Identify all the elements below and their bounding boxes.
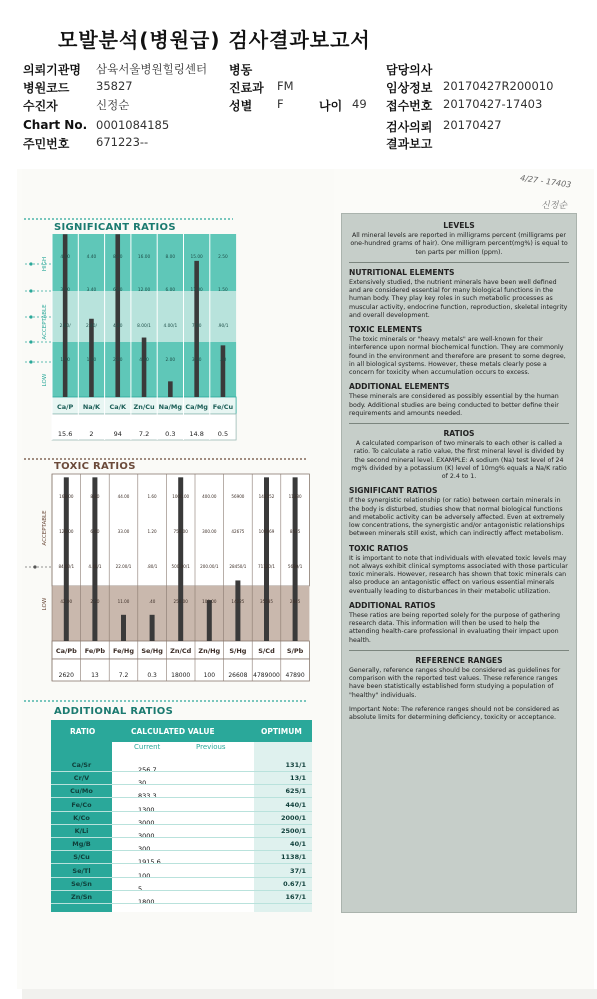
significant-value-label: 0.3 — [165, 430, 176, 438]
toxic-tick-label: 1000.00 — [172, 494, 190, 499]
toxic-category-label: Fe/Hg — [112, 647, 135, 655]
panel-section-body: These ratios are being reported solely for the purpose of gathering research data. This information will then be used to help the attending health-care professional in evaluating their impact upon health. — [349, 611, 560, 644]
significant-category-label: Na/Mg — [158, 403, 183, 411]
additional-ratio-optimum: 131/1 — [285, 761, 306, 769]
subheader-previous: Previous — [196, 743, 226, 751]
toxic-tick-label: 300.00 — [202, 529, 217, 534]
additional-ratio-current: 1300 — [138, 805, 155, 814]
additional-ratio-name: Cr/V — [73, 774, 90, 783]
toxic-tick-label: 6.60 — [90, 529, 100, 534]
toxic-value-label: 4789000 — [253, 672, 280, 679]
significant-tick-label: 3.00 — [60, 288, 70, 293]
toxic-bar-zn-cd — [178, 477, 183, 641]
header-label-ward: 병동 — [229, 63, 253, 77]
report-title: 모발분석(병원급) 검사결과보고서 — [58, 28, 371, 52]
header-value-department: FM — [277, 79, 294, 93]
significant-tick-label: 3.00 — [191, 358, 202, 363]
header-label-hospital-code: 병원코드 — [23, 81, 70, 95]
toxic-tick-label: 142352 — [258, 494, 275, 499]
toxic-zone-label: ACCEPTABLE — [42, 510, 48, 546]
additional-ratio-name: Mg/B — [72, 840, 91, 849]
panel-section-body: It is important to note that individuals with elevated toxic levels may not always exhibit clinical symptoms associated with those particular toxic minerals. However, research has shown that toxic minerals can also produce an antagonistic effect on various essential minerals eventually leading to disturbances in their metabolic utilization. — [349, 554, 568, 595]
significant-tick-label: 1.40 — [86, 358, 97, 363]
header-value-receipt-no: 20170427-17403 — [443, 97, 543, 111]
additional-ratio-optimum: 37/1 — [290, 866, 306, 875]
toxic-tick-label: 84.00/1 — [58, 564, 75, 569]
panel-section-body: A calculated comparison of two minerals to each other is called a ratio. To calculate a ratio value, the first mineral level is divided by the second mineral level. EXAMPLE: A sodium (Na) test level of 24 mg% divided by a potassium (K) level of 10mg% equals a Na/K ratio of 2.4 to 1. — [351, 440, 567, 481]
toxic-tick-label: 750.00 — [173, 529, 188, 534]
significant-value-label: 2 — [89, 430, 94, 438]
toxic-category-label: Zn/Hg — [198, 647, 221, 655]
header-label-sex: 성별 — [229, 99, 253, 113]
handwritten-initials: 신정순 — [541, 201, 568, 211]
toxic-tick-label: 28450/1 — [229, 564, 247, 569]
significant-zone-label: HIGH — [42, 256, 48, 272]
panel-section-title: TOXIC ELEMENTS — [349, 325, 423, 335]
header-label-request-date: 검사의뢰 — [386, 120, 433, 134]
scan-bottom-edge — [22, 989, 597, 999]
additional-ratios-header-row — [51, 720, 312, 742]
significant-category-label: Ca/K — [109, 403, 127, 411]
significant-tick-label: 15.00 — [190, 255, 203, 260]
panel-divider — [349, 650, 569, 651]
significant-tick-label: 6.20 — [112, 288, 123, 293]
toxic-value-label: 47890 — [285, 672, 305, 679]
toxic-tick-label: 44.00 — [117, 494, 130, 499]
header-label-doctor: 담당의사 — [386, 63, 433, 77]
panel-section-body: These minerals are considered as possibly essential by the human body. Additional studies are being conducted to better define their requirements and amounts needed. — [349, 393, 559, 417]
significant-bar-na-mg — [168, 381, 173, 397]
significant-tick-label: 4.40 — [86, 255, 97, 260]
panel-divider — [349, 262, 569, 263]
additional-ratio-name: Se/Tl — [72, 866, 91, 875]
additional-ratio-name: Cu/Mo — [70, 787, 93, 796]
header-label-department: 진료과 — [229, 81, 264, 95]
toxic-bar-fe-pb — [92, 477, 97, 641]
significant-tick-label: 8.00/1 — [137, 324, 151, 329]
significant-value-label: 94 — [113, 430, 122, 438]
significant-bar-fe-cu — [221, 345, 226, 397]
significant-tick-label: 2.20 — [112, 358, 123, 363]
additional-ratio-name: Fe/Co — [71, 800, 92, 809]
panel-section-title: NUTRITIONAL ELEMENTS — [349, 267, 455, 277]
panel-section-body: Extensively studied, the nutrient minerals have been well defined and are considered essential for many biological functions in the human body. They play key roles in such metabolic processes as muscular activity, endocrine function, reproduction, skeletal integrity and overall development. — [349, 279, 568, 319]
panel-section-title: TOXIC RATIOS — [349, 543, 409, 553]
toxic-bar-ca-pb — [64, 477, 69, 641]
toxic-tick-label: 8535 — [289, 529, 301, 534]
significant-scale-dot — [29, 360, 32, 363]
toxic-tick-label: 168.00 — [59, 494, 74, 499]
toxic-ratios-heading: TOXIC RATIOS — [54, 461, 136, 472]
toxic-zone-label: LOW — [42, 597, 48, 611]
toxic-value-label: 7.2 — [118, 672, 129, 679]
header-label-institution: 의뢰기관명 — [23, 63, 81, 77]
toxic-tick-label: 1.20 — [147, 529, 157, 534]
significant-tick-label: 4.20 — [112, 324, 123, 329]
toxic-value-label: 13 — [91, 672, 99, 679]
additional-ratio-optimum: 625/1 — [285, 787, 306, 796]
significant-value-label: 0.5 — [217, 430, 229, 438]
header-value-institution: 삼육서울병원힐링센터 — [96, 62, 208, 76]
additional-ratio-optimum: 13/1 — [290, 774, 306, 783]
significant-tick-label: 3.40 — [86, 288, 97, 293]
toxic-tick-label: 42.00 — [60, 599, 73, 604]
significant-tick-label: 1.60 — [60, 358, 70, 363]
header-label-resident-no: 주민번호 — [23, 137, 70, 151]
significant-tick-label: 6.00 — [165, 288, 176, 293]
calculated-column-band — [112, 742, 254, 912]
additional-ratio-name: Zn/Sn — [70, 893, 93, 901]
additional-ratio-name: K/Co — [73, 813, 90, 822]
significant-tick-label: 2.50 — [218, 255, 228, 260]
toxic-tick-label: .80/1 — [146, 564, 158, 569]
panel-section-title: LEVELS — [443, 221, 475, 230]
toxic-category-label: Se/Hg — [141, 647, 163, 655]
significant-tick-label: 7.00 — [191, 324, 202, 329]
additional-ratio-current: 1800 — [138, 898, 155, 906]
header-label-clinical-info: 임상정보 — [386, 81, 433, 95]
header-label-patient: 수진자 — [23, 99, 58, 113]
significant-tick-label: 8.20 — [112, 255, 123, 260]
toxic-tick-label: 42675 — [231, 529, 245, 534]
toxic-tick-label: 14225 — [231, 599, 245, 604]
additional-ratio-name: K/Li — [74, 827, 89, 835]
significant-category-label: Zn/Cu — [133, 403, 155, 411]
toxic-tick-label: 2845 — [289, 599, 301, 604]
handwritten-note: 4/27 - 17403 — [519, 173, 572, 190]
additional-ratio-rule — [51, 850, 312, 851]
significant-bar-zn-cu — [142, 338, 147, 397]
additional-ratio-optimum: 440/1 — [285, 800, 306, 809]
additional-ratio-current: 1915.6 — [138, 858, 161, 867]
additional-ratio-rule — [51, 890, 312, 891]
additional-ratio-current: 300 — [138, 845, 151, 854]
significant-tick-label: 12.00 — [137, 288, 151, 293]
significant-category-label: Ca/Mg — [185, 403, 208, 411]
significant-value-label: 14.8 — [189, 430, 204, 438]
additional-ratio-rule — [51, 811, 312, 812]
additional-ratio-rule — [51, 771, 312, 772]
significant-category-label: Fe/Cu — [212, 403, 234, 411]
significant-tick-label: 11.00 — [190, 288, 203, 293]
additional-ratio-name: S/Cu — [73, 853, 90, 862]
toxic-tick-label: 100.00 — [202, 599, 217, 604]
significant-tick-label: 8.00 — [165, 255, 176, 260]
header-label-receipt-no: 접수번호 — [386, 99, 433, 113]
header-value-request-date: 20170427 — [443, 118, 502, 132]
significant-tick-label: 1.50 — [218, 288, 228, 293]
toxic-tick-label: 2.20 — [90, 599, 100, 604]
toxic-bar-s-pb — [293, 477, 298, 641]
significant-high-band — [52, 234, 236, 291]
toxic-value-label: 18000 — [171, 672, 191, 679]
panel-section-body: The toxic minerals or "heavy metals" are well-known for their interference upon normal biochemical function. They are commonly found in the environment and therefore are present to some degree, in all biological systems. However, these metals clearly pose a concern for toxicity when accumulation occurs to excess. — [349, 336, 566, 377]
additional-ratio-rule — [51, 877, 312, 878]
header-value-hospital-code: 35827 — [96, 79, 133, 93]
toxic-tick-label: 200.00/1 — [200, 564, 219, 569]
panel-section-title: SIGNIFICANT RATIOS — [349, 486, 438, 496]
header-label-age: 나이 — [319, 99, 343, 113]
toxic-value-label: 26608 — [228, 672, 248, 679]
additional-ratio-current: 3000 — [138, 818, 155, 827]
toxic-tick-label: .40 — [148, 599, 156, 604]
panel-section-body: Important Note: The reference ranges should not be considered as absolute limits for determining deficiency, toxicity or acceptance. — [349, 705, 560, 721]
toxic-tick-label: 1.60 — [147, 494, 157, 499]
panel-section-title: ADDITIONAL RATIOS — [349, 600, 436, 610]
significant-tick-label: 4.00/1 — [163, 324, 178, 329]
additional-ratio-current: 5 — [138, 884, 143, 893]
significant-tick-label: .90/1 — [217, 324, 229, 329]
significant-tick-label: 2.60/ — [59, 324, 71, 329]
significant-tick-label: 2.40/ — [85, 324, 97, 329]
significant-tick-label: 2.00 — [165, 358, 176, 363]
toxic-tick-label: 4.40/1 — [88, 564, 102, 569]
toxic-bar-fe-hg — [121, 615, 126, 641]
toxic-bar-s-hg — [235, 580, 240, 641]
toxic-category-label: S/Cd — [258, 647, 275, 655]
header-value-sex: F — [277, 97, 284, 111]
panel-section-title: ADDITIONAL ELEMENTS — [349, 382, 450, 392]
toxic-value-label: 100 — [203, 672, 216, 679]
toxic-tick-label: 250.00 — [173, 599, 188, 604]
toxic-tick-label: 33.00 — [117, 529, 130, 534]
toxic-value-label: 2620 — [58, 672, 74, 679]
additional-ratio-current: 30 — [138, 779, 147, 788]
explanation-panel — [341, 213, 577, 913]
additional-ratio-optimum: 40/1 — [290, 840, 306, 849]
toxic-tick-label: 11380 — [288, 494, 302, 499]
toxic-category-label: Fe/Pb — [84, 647, 106, 655]
significant-scale-dot — [29, 262, 32, 265]
additional-ratio-current: 256.7 — [138, 766, 157, 774]
additional-ratio-optimum: 2500/1 — [281, 827, 306, 835]
significant-ratios-heading: SIGNIFICANT RATIOS — [54, 222, 176, 233]
significant-scale-dot — [29, 340, 32, 343]
header-label-report-date: 결과보고 — [386, 137, 433, 151]
toxic-tick-label: 500.00/1 — [171, 564, 190, 569]
additional-ratios-table — [51, 720, 312, 912]
header-value-age: 49 — [352, 97, 367, 111]
significant-zone-label: ACCEPTABLE — [42, 304, 48, 340]
additional-ratio-current: 3000 — [138, 832, 155, 840]
header-value-resident-no: 671223-- — [96, 135, 149, 149]
additional-ratio-optimum: 1138/1 — [281, 853, 306, 862]
significant-scale-dot — [29, 289, 32, 292]
significant-tick-label: 4.00 — [139, 358, 149, 363]
significant-tick-label: 4.00 — [60, 255, 70, 260]
toxic-tick-label: 22.00/1 — [115, 564, 132, 569]
additional-ratio-rule — [51, 837, 312, 838]
additional-ratio-optimum: 167/1 — [285, 893, 306, 901]
significant-value-label: 7.2 — [138, 430, 150, 438]
additional-ratio-name: Se/Sn — [71, 879, 92, 888]
col-header-ratio: RATIO — [70, 727, 96, 736]
toxic-tick-label: 35585 — [259, 599, 274, 604]
panel-section-title: RATIOS — [443, 429, 475, 439]
additional-ratio-rule — [51, 784, 312, 785]
additional-ratios-heading: ADDITIONAL RATIOS — [54, 706, 174, 717]
significant-scale-dot — [29, 315, 32, 318]
col-header-calculated: CALCULATED VALUE — [131, 727, 215, 736]
significant-category-label: Na/K — [82, 403, 101, 411]
panel-section-body: All mineral levels are reported in milligrams percent (milligrams per one-hundred grams of hair). One milligram percent(mg%) is equal to ten parts per million (ppm). — [350, 232, 568, 256]
header-value-chart-no: 0001084185 — [96, 118, 170, 132]
panel-section-body: If the synergistic relationship (or ratio) between certain minerals in the body is disturbed, studies show that normal biological functions and metabolic activity can be adversely affected. Even at extremely low concentrations, the synergistic and/or antagonistic relationships between minerals still exist, which can indirectly affect metabolism. — [349, 497, 565, 538]
subheader-current: Current — [134, 743, 161, 751]
additional-ratio-current: 833.3 — [138, 792, 157, 801]
toxic-bar-zn-hg — [207, 600, 212, 641]
additional-ratio-rule — [51, 824, 312, 825]
toxic-tick-label: 71120/1 — [257, 564, 276, 569]
additional-ratio-rule — [51, 863, 312, 864]
toxic-tick-label: 8.80 — [90, 494, 100, 499]
header-value-clinical-info: 20170427R200010 — [443, 79, 554, 93]
header-value-patient: 신정순 — [96, 98, 130, 112]
toxic-category-label: Zn/Cd — [170, 647, 192, 655]
panel-section-title: REFERENCE RANGES — [415, 655, 503, 665]
toxic-category-label: Ca/Pb — [55, 647, 77, 655]
significant-value-label: 15.6 — [57, 430, 73, 438]
additional-ratio-optimum: 0.67/1 — [283, 879, 306, 888]
additional-ratio-rule — [51, 797, 312, 798]
toxic-value-label: 0.3 — [147, 672, 157, 679]
toxic-category-label: S/Hg — [229, 647, 247, 655]
toxic-tick-label: 11.00 — [117, 599, 130, 604]
additional-ratio-name: Ca/Sr — [71, 761, 92, 769]
toxic-bar-s-cd — [264, 477, 269, 641]
panel-section-body: Generally, reference ranges should be considered as guidelines for comparison with the reported test values. These reference ranges have been statistically established form studying a population of "healthy" individuals. — [349, 666, 561, 699]
toxic-tick-label: 56900 — [231, 494, 245, 499]
toxic-tick-label: 106669 — [258, 529, 275, 534]
significant-zone-label: LOW — [42, 373, 48, 387]
toxic-tick-label: 400.00 — [202, 494, 217, 499]
toxic-tick-label: 126.00 — [59, 529, 74, 534]
significant-tick-label: .30 — [219, 358, 227, 363]
additional-ratio-optimum: 2000/1 — [281, 813, 306, 822]
additional-ratio-rule — [51, 903, 312, 904]
significant-category-label: Ca/P — [57, 403, 74, 411]
header-label-chart-no: Chart No. — [23, 118, 88, 132]
toxic-bar-se-hg — [150, 615, 155, 641]
toxic-tick-label: 5690/1 — [287, 564, 303, 569]
panel-divider — [349, 423, 569, 424]
significant-acceptable-band — [52, 291, 236, 342]
significant-tick-label: 16.00 — [137, 255, 151, 260]
toxic-category-label: S/Pb — [286, 647, 304, 655]
toxic-scale-dot — [33, 565, 36, 568]
col-header-optimum: OPTIMUM — [261, 727, 302, 736]
additional-ratio-current: 100 — [138, 871, 151, 880]
